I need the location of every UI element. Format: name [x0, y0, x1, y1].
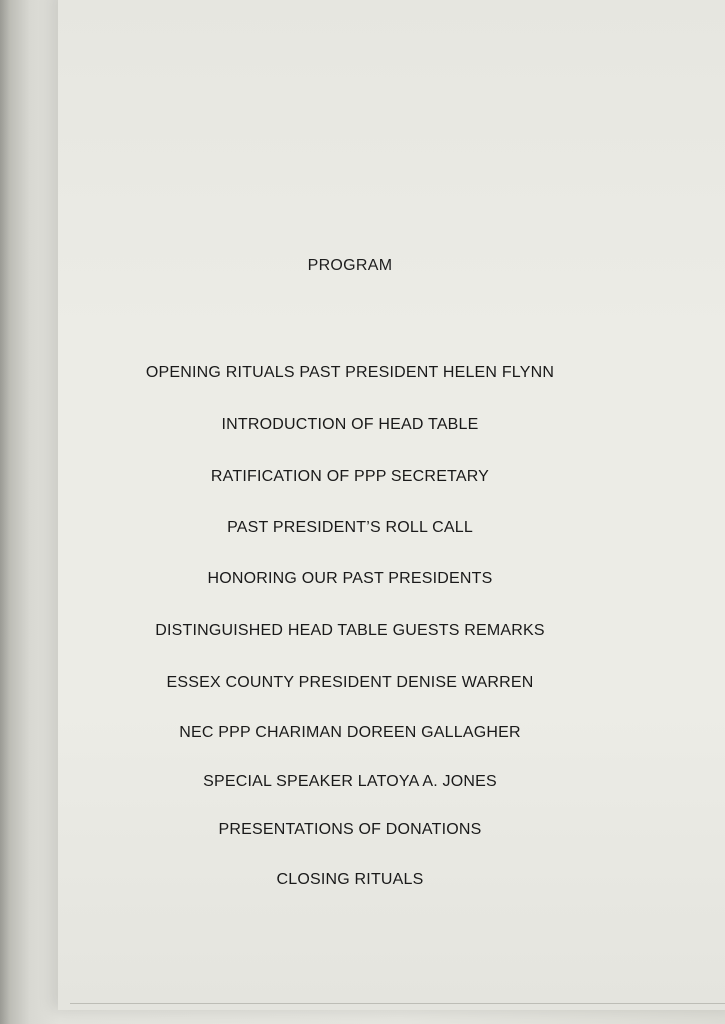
- program-heading: PROGRAM: [307, 257, 393, 274]
- program-item: CLOSING RITUALS: [276, 871, 424, 888]
- program-item: OPENING RITUALS PAST PRESIDENT HELEN FLYNN: [145, 364, 555, 381]
- program-item: SPECIAL SPEAKER LATOYA A. JONES: [203, 773, 497, 790]
- program-item: HONORING OUR PAST PRESIDENTS: [207, 570, 493, 587]
- program-item: DISTINGUISHED HEAD TABLE GUESTS REMARKS: [155, 622, 545, 639]
- program-item: INTRODUCTION OF HEAD TABLE: [221, 416, 479, 433]
- page-edge: [70, 1003, 725, 1004]
- program-page: [58, 0, 725, 1010]
- program-item: ESSEX COUNTY PRESIDENT DENISE WARREN: [166, 674, 534, 691]
- program-item: PRESENTATIONS OF DONATIONS: [218, 821, 482, 838]
- program-item: NEC PPP CHARIMAN DOREEN GALLAGHER: [179, 724, 521, 741]
- program-item: PAST PRESIDENT’S ROLL CALL: [227, 519, 473, 536]
- program-item: RATIFICATION OF PPP SECRETARY: [210, 468, 490, 485]
